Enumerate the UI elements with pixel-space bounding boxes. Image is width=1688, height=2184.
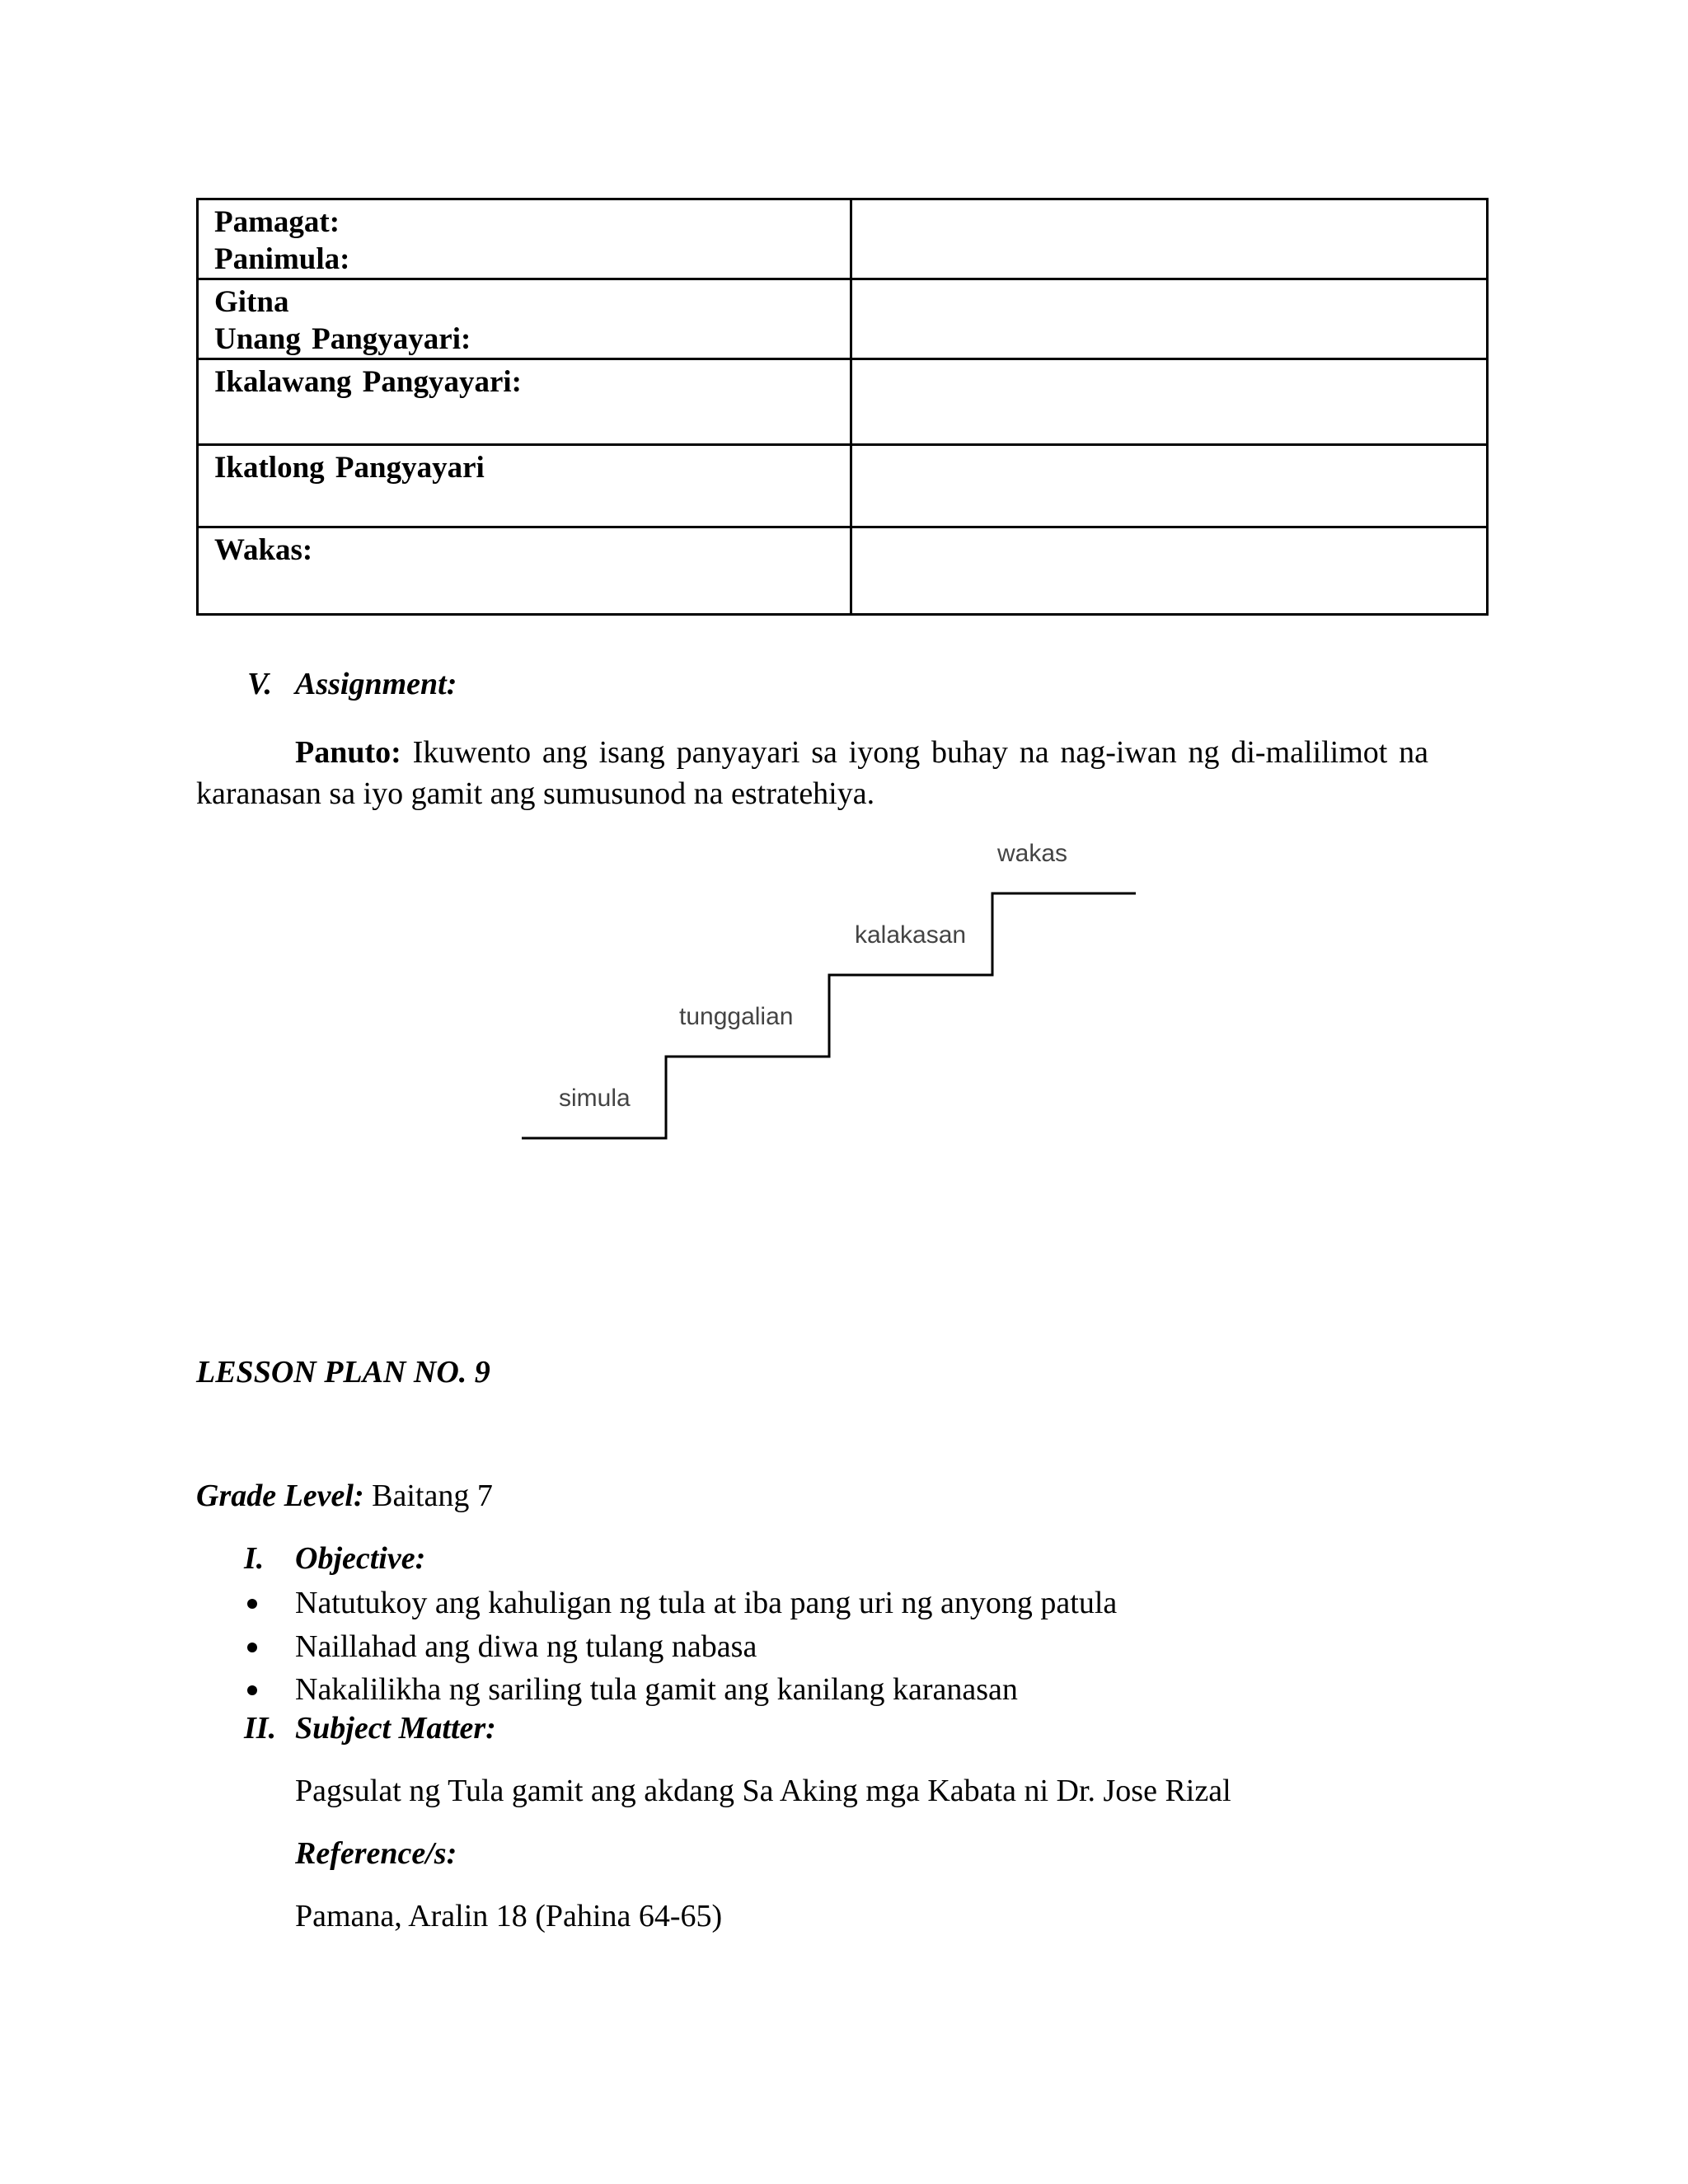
grade-level-value: Baitang 7 xyxy=(372,1479,493,1513)
subject-matter-heading: Subject Matter: xyxy=(295,1711,496,1746)
table-label-cell xyxy=(198,199,851,279)
table-answer-cell[interactable] xyxy=(851,279,1488,359)
panimula-label: Panimula: xyxy=(214,242,350,276)
table-row xyxy=(198,359,1488,445)
subject-matter-text: Pagsulat ng Tula gamit ang akdang Sa Aking mga Kabata ni Dr. Jose Rizal xyxy=(295,1774,1231,1808)
table-label-cell xyxy=(198,445,851,527)
panuto-paragraph xyxy=(196,732,1428,814)
table-row xyxy=(198,199,1488,279)
table-label-cell xyxy=(198,359,851,445)
pamagat-label: Pamagat: xyxy=(214,205,340,239)
objective-item: Naillahad ang diwa ng tulang nabasa xyxy=(295,1629,757,1664)
table-answer-cell[interactable] xyxy=(851,199,1488,279)
bullet-icon xyxy=(247,1643,257,1652)
table-row xyxy=(198,445,1488,527)
panuto-label: Panuto: xyxy=(295,735,401,770)
wakas-label: Wakas: xyxy=(214,533,313,567)
grade-level-label: Grade Level: xyxy=(196,1479,364,1513)
unang-pangyayari-label: Unang Pangyayari: xyxy=(214,322,471,356)
table-row xyxy=(198,527,1488,615)
table-answer-cell[interactable] xyxy=(851,359,1488,445)
objective-item: Natutukoy ang kahuligan ng tula at iba pang uri ng anyong patula xyxy=(295,1586,1118,1620)
objective-item: Nakalilikha ng sariling tula gamit ang kanilang karanasan xyxy=(295,1672,1018,1707)
stair-label-tunggalian: tunggalian xyxy=(679,1003,794,1030)
panuto-text: Ikuwento ang isang panyayari sa iyong buhay na nag-iwan ng di-malilimot na karanasan sa iyo gamit ang sumusunod na estratehiya. xyxy=(196,735,1429,811)
reference-text: Pamana, Aralin 18 (Pahina 64-65) xyxy=(295,1899,723,1933)
stair-label-wakas: wakas xyxy=(997,840,1068,867)
assignment-numeral: V. xyxy=(247,667,272,701)
objective-numeral: I. xyxy=(244,1541,265,1576)
subject-matter-numeral: II. xyxy=(244,1711,277,1746)
bullet-icon xyxy=(247,1599,257,1609)
table-answer-cell[interactable] xyxy=(851,527,1488,615)
table-answer-cell[interactable] xyxy=(851,445,1488,527)
bullet-icon xyxy=(247,1685,257,1695)
ikalawang-pangyayari-label: Ikalawang Pangyayari: xyxy=(214,365,523,399)
table-row xyxy=(198,279,1488,359)
reference-heading: Reference/s: xyxy=(295,1836,457,1871)
gitna-label: Gitna xyxy=(214,285,289,319)
objective-heading: Objective: xyxy=(295,1541,426,1576)
stair-label-simula: simula xyxy=(559,1085,631,1112)
stair-label-kalakasan: kalakasan xyxy=(855,921,967,949)
lesson-plan-title: LESSON PLAN NO. 9 xyxy=(196,1355,490,1390)
assignment-heading: Assignment: xyxy=(295,667,457,701)
ikatlong-pangyayari-label: Ikatlong Pangyayari xyxy=(214,451,485,485)
grade-level-line xyxy=(196,1477,493,1515)
story-map-table xyxy=(196,198,1489,616)
table-label-cell xyxy=(198,279,851,359)
table-label-cell xyxy=(198,527,851,615)
